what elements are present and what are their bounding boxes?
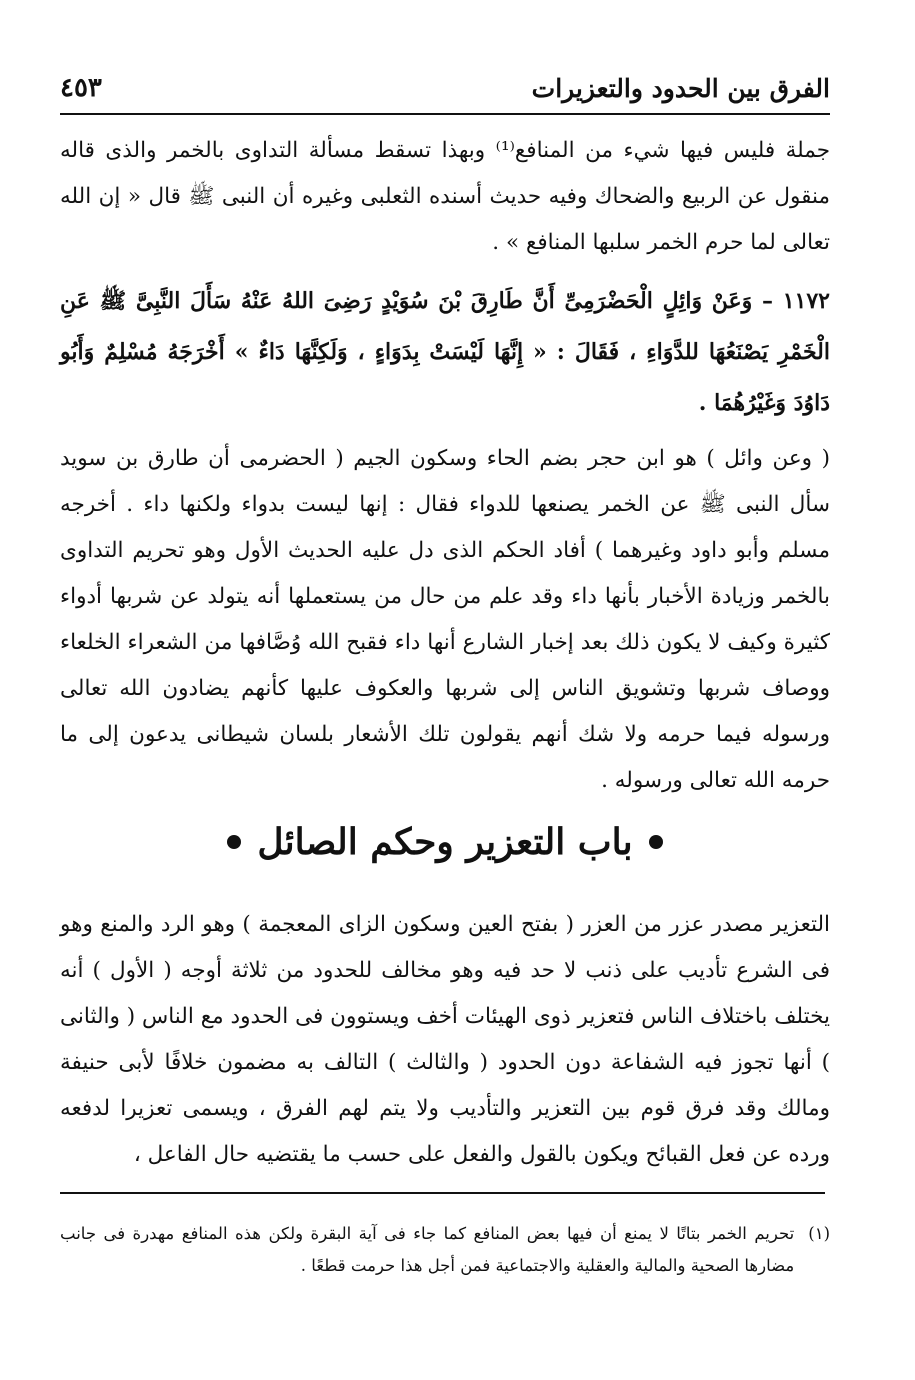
- bullet-icon: [649, 835, 663, 849]
- footnote-rule: [60, 1192, 825, 1194]
- footnote: [60, 1218, 830, 1282]
- hadith-before: ١١٧٢ – وَعَنْ وَائِلٍ الْحَضْرَمِىِّ أَنَّ طَارِقَ بْنَ سُوَيْدٍ رَضِىَ اللهُ عَنْهُ سَأَلَ النَّبِىَّ ﷺ عَنِ الْخَمْرِ يَصْنَعُهَا للدَّوَاءِ ، فَقَالَ : «: [60, 288, 830, 365]
- running-title: الفرق بين الحدود والتعزيرات: [531, 73, 830, 103]
- commentary-paragraph-3: [60, 902, 830, 1178]
- section-heading-text: باب التعزير وحكم الصائل: [257, 821, 633, 863]
- section-heading: [60, 812, 830, 872]
- hadith-paragraph: [60, 276, 830, 429]
- paragraph-text: التعزير مصدر عزر من العزر ( بفتح العين وسكون الزاى المعجمة ) وهو الرد والمنع وهو فى الشرع تأديب على ذنب لا حد فيه وهو مخالف للحدود من ثلاثة أوجه ( الأول ) أنه يختلف باختلاف الناس فتعزير ذوى الهيئات أخف ويستوون فى الحدود مع الناس ( والثانى ) أنها تجوز فيه الشفاعة دون الحدود ( والثالث ) التالف به مضمون خلافًا لأبى حنيفة ومالك وقد فرق قوم بين التعزير والتأديب ولا يتم لهم الفرق ، ويسمى تعزيرا لدفعه ورده عن فعل القبائح ويكون بالقول والفعل على حسب ما يقتضيه حال الفاعل ،: [60, 912, 830, 1167]
- page-header: [60, 66, 830, 110]
- paragraph-text: ( وعن وائل ) هو ابن حجر بضم الحاء وسكون الجيم ( الحضرمى أن طارق بن سويد سأل النبى ﷺ عن الخمر يصنعها للدواء فقال : إنها ليست بدواء ولكنها داء . أخرجه مسلم وأبو داود وغيرهما ) أفاد الحكم الذى دل عليه الحديث الأول وهو تحريم التداوى بالخمر وزيادة الأخبار بأنها داء وقد علم من حال من يستعملها أنه يتولد عن شربها أدواء كثيرة وكيف لا يكون ذلك بعد إخبار الشارع أنها داء فقبح الله وُصَّافها من الشعراء الخلعاء ووصاف شربها وتشويق الناس إلى شربها والعكوف عليها كأنهم يضادون الله تعالى ورسوله فيما حرمه ولا شك أنهم يقولون تلك الأشعار بلسان شيطانى يدعون إلى ما حرمه الله تعالى ورسوله .: [60, 446, 830, 793]
- commentary-paragraph-1: [60, 128, 830, 266]
- footnote-text: تحريم الخمر بتاتًا لا يمنع أن فيها بعض المنافع كما جاء فى آية البقرة ولكن هذه المنافع مهدرة فى جانب مضارها الصحية والمالية والعقلية والاجتماعية فمن أجل هذا حرمت قطعًا .: [60, 1224, 795, 1275]
- hadith-text: [60, 276, 830, 429]
- paragraph-text: جملة فليس فيها شيء من المنافع⁽¹⁾ وبهذا تسقط مسألة التداوى بالخمر والذى قاله منقول عن الربيع والضحاك وفيه حديث أسنده الثعلبى وغيره أن النبى ﷺ قال « إن الله تعالى لما حرم الخمر سلبها المنافع » .: [60, 138, 830, 255]
- hadith-after: » أَخْرَجَهُ مُسْلِمٌ وَأَبُو دَاوُدَ وَغَيْرُهُمَا .: [60, 339, 830, 416]
- hadith-emphasis: إِنَّهَا لَيْسَتْ بِدَوَاءٍ ، وَلَكِنَّهَا دَاءٌ: [258, 339, 524, 365]
- header-rule: [60, 113, 830, 115]
- page-number: ٤٥٣: [60, 73, 102, 103]
- bullet-icon: [227, 835, 241, 849]
- commentary-paragraph-2: [60, 436, 830, 804]
- footnote-mark: (١): [808, 1224, 830, 1243]
